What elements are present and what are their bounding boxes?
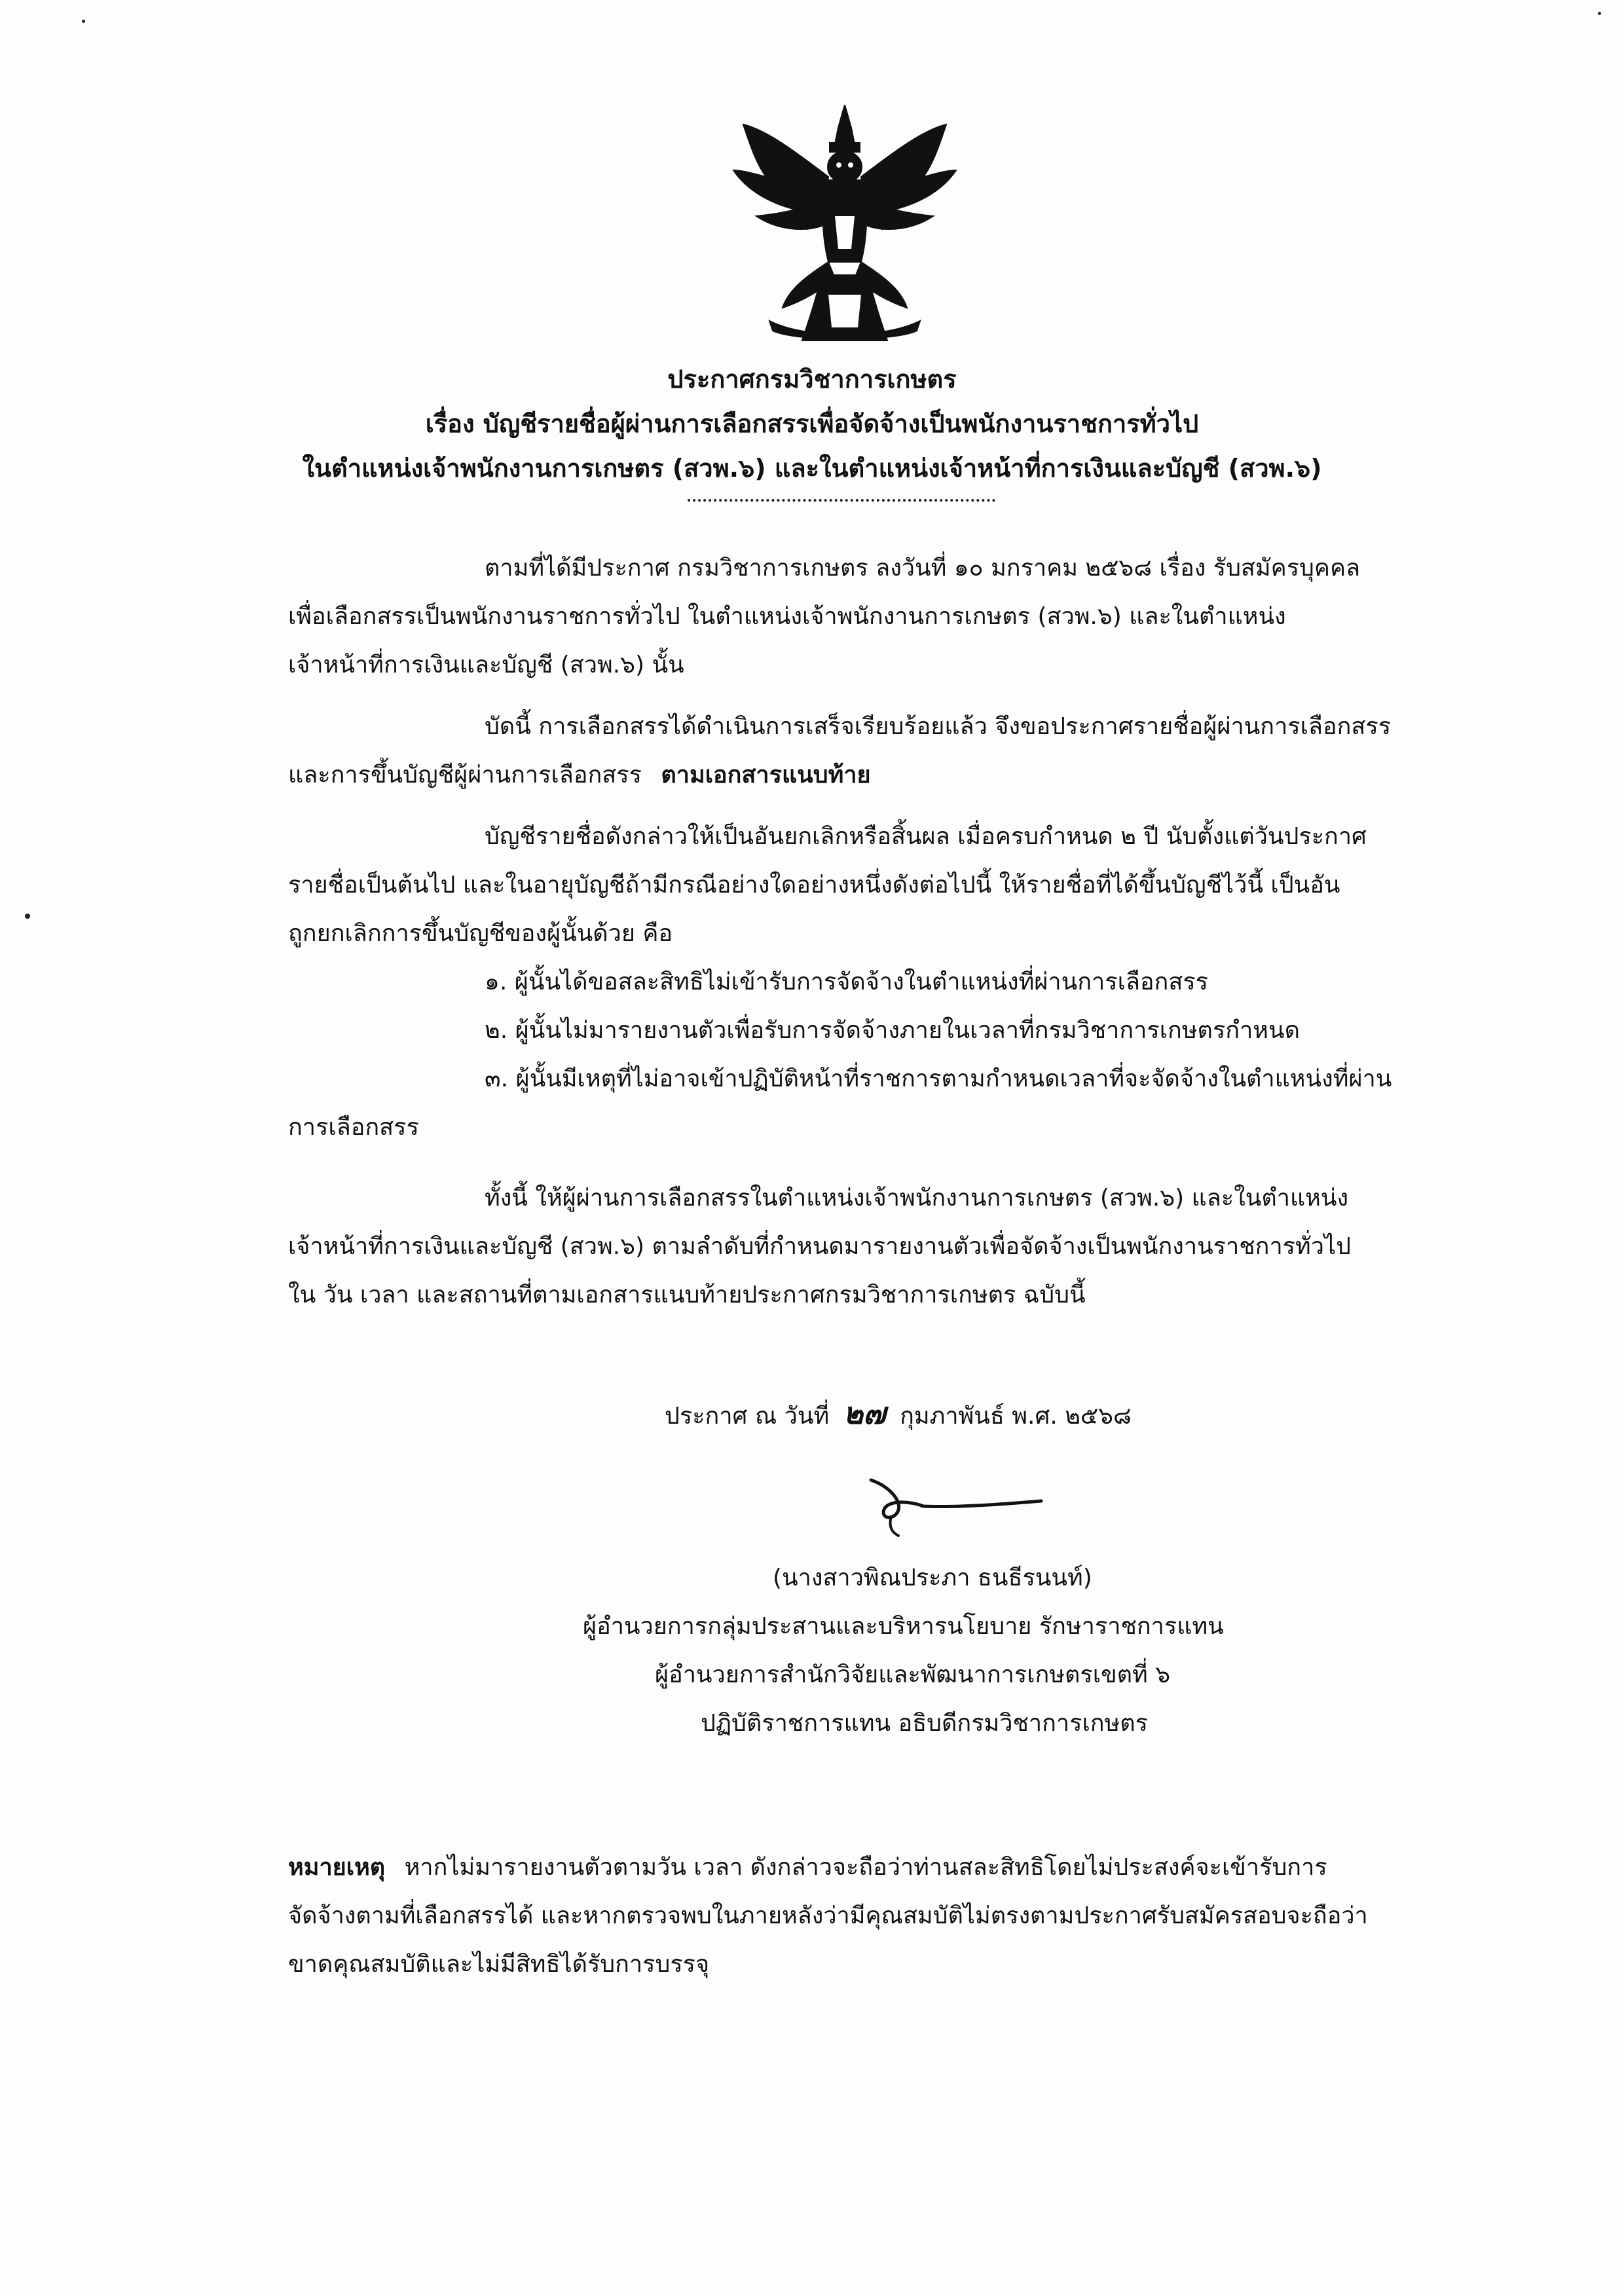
- paragraph-3-line-3: ถูกยกเลิกการขึ้นบัญชีของผู้นั้นด้วย คือ: [288, 920, 673, 947]
- signatory-position-2: ผู้อำนวยการสำนักวิจัยและพัฒนาการเกษตรเขตที่ ๖: [655, 1661, 1171, 1688]
- paragraph-4-line-1: ทั้งนี้ ให้ผู้ผ่านการเลือกสรรในตำแหน่งเจ้าพนักงานการเกษตร (สวพ.๖) และในตำแหน่ง: [485, 1185, 1349, 1212]
- note-text: หากไม่มารายงานตัวตามวัน เวลา ดังกล่าวจะถือว่าท่านสละสิทธิโดยไม่ประสงค์จะเข้ารับการ: [404, 1854, 1327, 1881]
- announcement-title: [183, 357, 1441, 491]
- paragraph-3-line-1: บัญชีรายชื่อดังกล่าวให้เป็นอันยกเลิกหรือสิ้นผล เมื่อครบกำหนด ๒ ปี นับตั้งแต่วันประกาศ: [485, 823, 1367, 850]
- list-item: ๒. ผู้นั้นไม่มารายงานตัวเพื่อรับการจัดจ้างภายในเวลาที่กรมวิชาการเกษตรกำหนด: [485, 1017, 1301, 1044]
- paragraph-4-line-2: เจ้าหน้าที่การเงินและบัญชี (สวพ.๖) ตามลำดับที่กำหนดมารายงานตัวเพื่อจัดจ้างเป็นพนักงานราชการทั่วไป: [288, 1233, 1351, 1260]
- title-line-3: ในตำแหน่งเจ้าพนักงานการเกษตร (สวพ.๖) และในตำแหน่งเจ้าหน้าที่การเงินและบัญชี (สวพ.๖): [302, 454, 1322, 483]
- paragraph-2-text: และการขึ้นบัญชีผู้ผ่านการเลือกสรร: [288, 762, 642, 788]
- note-line-3: ขาดคุณสมบัติและไม่มีสิทธิได้รับการบรรจุ: [288, 1951, 710, 1978]
- paragraph-1-line-2: เพื่อเลือกสรรเป็นพนักงานราชการทั่วไป ในตำแหน่งเจ้าพนักงานการเกษตร (สวพ.๖) และในตำแหน่ง: [288, 603, 1286, 630]
- paragraph-3-line-2: รายชื่อเป็นต้นไป และในอายุบัญชีถ้ามีกรณีอย่างใดอย่างหนึ่งดังต่อไปนี้ ให้รายชื่อที่ได้ขึ้นบัญชีไว้นี้ เป็นอัน: [288, 872, 1340, 898]
- date-prefix: ประกาศ ณ วันที่: [665, 1403, 830, 1430]
- title-divider: [688, 499, 995, 502]
- signatory-position-1: ผู้อำนวยการกลุ่มประสานและบริหารนโยบาย รักษาราชการแทน: [583, 1613, 1224, 1640]
- list-item: ๓. ผู้นั้นมีเหตุที่ไม่อาจเข้าปฏิบัติหน้าที่ราชการตามกำหนดเวลาที่จะจัดจ้างในตำแหน่งที่ผ่าน: [485, 1065, 1392, 1092]
- note-line-1: [288, 1848, 1327, 1885]
- list-item-continuation: การเลือกสรร: [288, 1114, 419, 1141]
- paragraph-2-line-1: บัดนี้ การเลือกสรรได้ดำเนินการเสร็จเรียบร้อยแล้ว จึงขอประกาศรายชื่อผู้ผ่านการเลือกสรร: [485, 713, 1392, 740]
- paragraph-2-line-2: [288, 756, 871, 793]
- handwritten-day: ๒๗: [843, 1396, 886, 1431]
- scan-speck: [82, 20, 85, 23]
- title-line-1: ประกาศกรมวิชาการเกษตร: [667, 365, 957, 394]
- paragraph-2-bold-text: ตามเอกสารแนบท้าย: [661, 762, 871, 788]
- announcement-date: [665, 1390, 1132, 1437]
- paragraph-4-line-3: ใน วัน เวลา และสถานที่ตามเอกสารแนบท้ายประกาศกรมวิชาการเกษตร ฉบับนี้: [288, 1282, 1086, 1308]
- date-suffix: กุมภาพันธ์ พ.ศ. ๒๕๖๘: [900, 1403, 1132, 1430]
- paragraph-1-line-1: ตามที่ได้มีประกาศ กรมวิชาการเกษตร ลงวันที่ ๑๐ มกราคม ๒๕๖๘ เรื่อง รับสมัครบุคคล: [485, 555, 1361, 582]
- paragraph-1-line-3: เจ้าหน้าที่การเงินและบัญชี (สวพ.๖) นั้น: [288, 652, 684, 678]
- list-item: ๑. ผู้นั้นได้ขอสละสิทธิไม่เข้ารับการจัดจ้างในตำแหน่งที่ผ่านการเลือกสรร: [485, 969, 1208, 995]
- handwritten-signature: [851, 1467, 1048, 1539]
- scan-speck: [25, 914, 30, 919]
- scan-speck: [1598, 12, 1601, 15]
- title-line-2: เรื่อง บัญชีรายชื่อผู้ผ่านการเลือกสรรเพื่อจัดจ้างเป็นพนักงานราชการทั่วไป: [425, 409, 1199, 438]
- note-line-2: จัดจ้างตามที่เลือกสรรได้ และหากตรวจพบในภายหลังว่ามีคุณสมบัติไม่ตรงตามประกาศรับสมัครสอบจะถือว่า: [288, 1902, 1368, 1929]
- signatory-name: (นางสาวพิณประภา ธนธีรนนท์): [773, 1565, 1092, 1591]
- garuda-emblem-icon: [730, 105, 959, 347]
- signatory-position-3: ปฏิบัติราชการแทน อธิบดีกรมวิชาการเกษตร: [701, 1710, 1149, 1737]
- note-label: หมายเหตุ: [288, 1854, 386, 1881]
